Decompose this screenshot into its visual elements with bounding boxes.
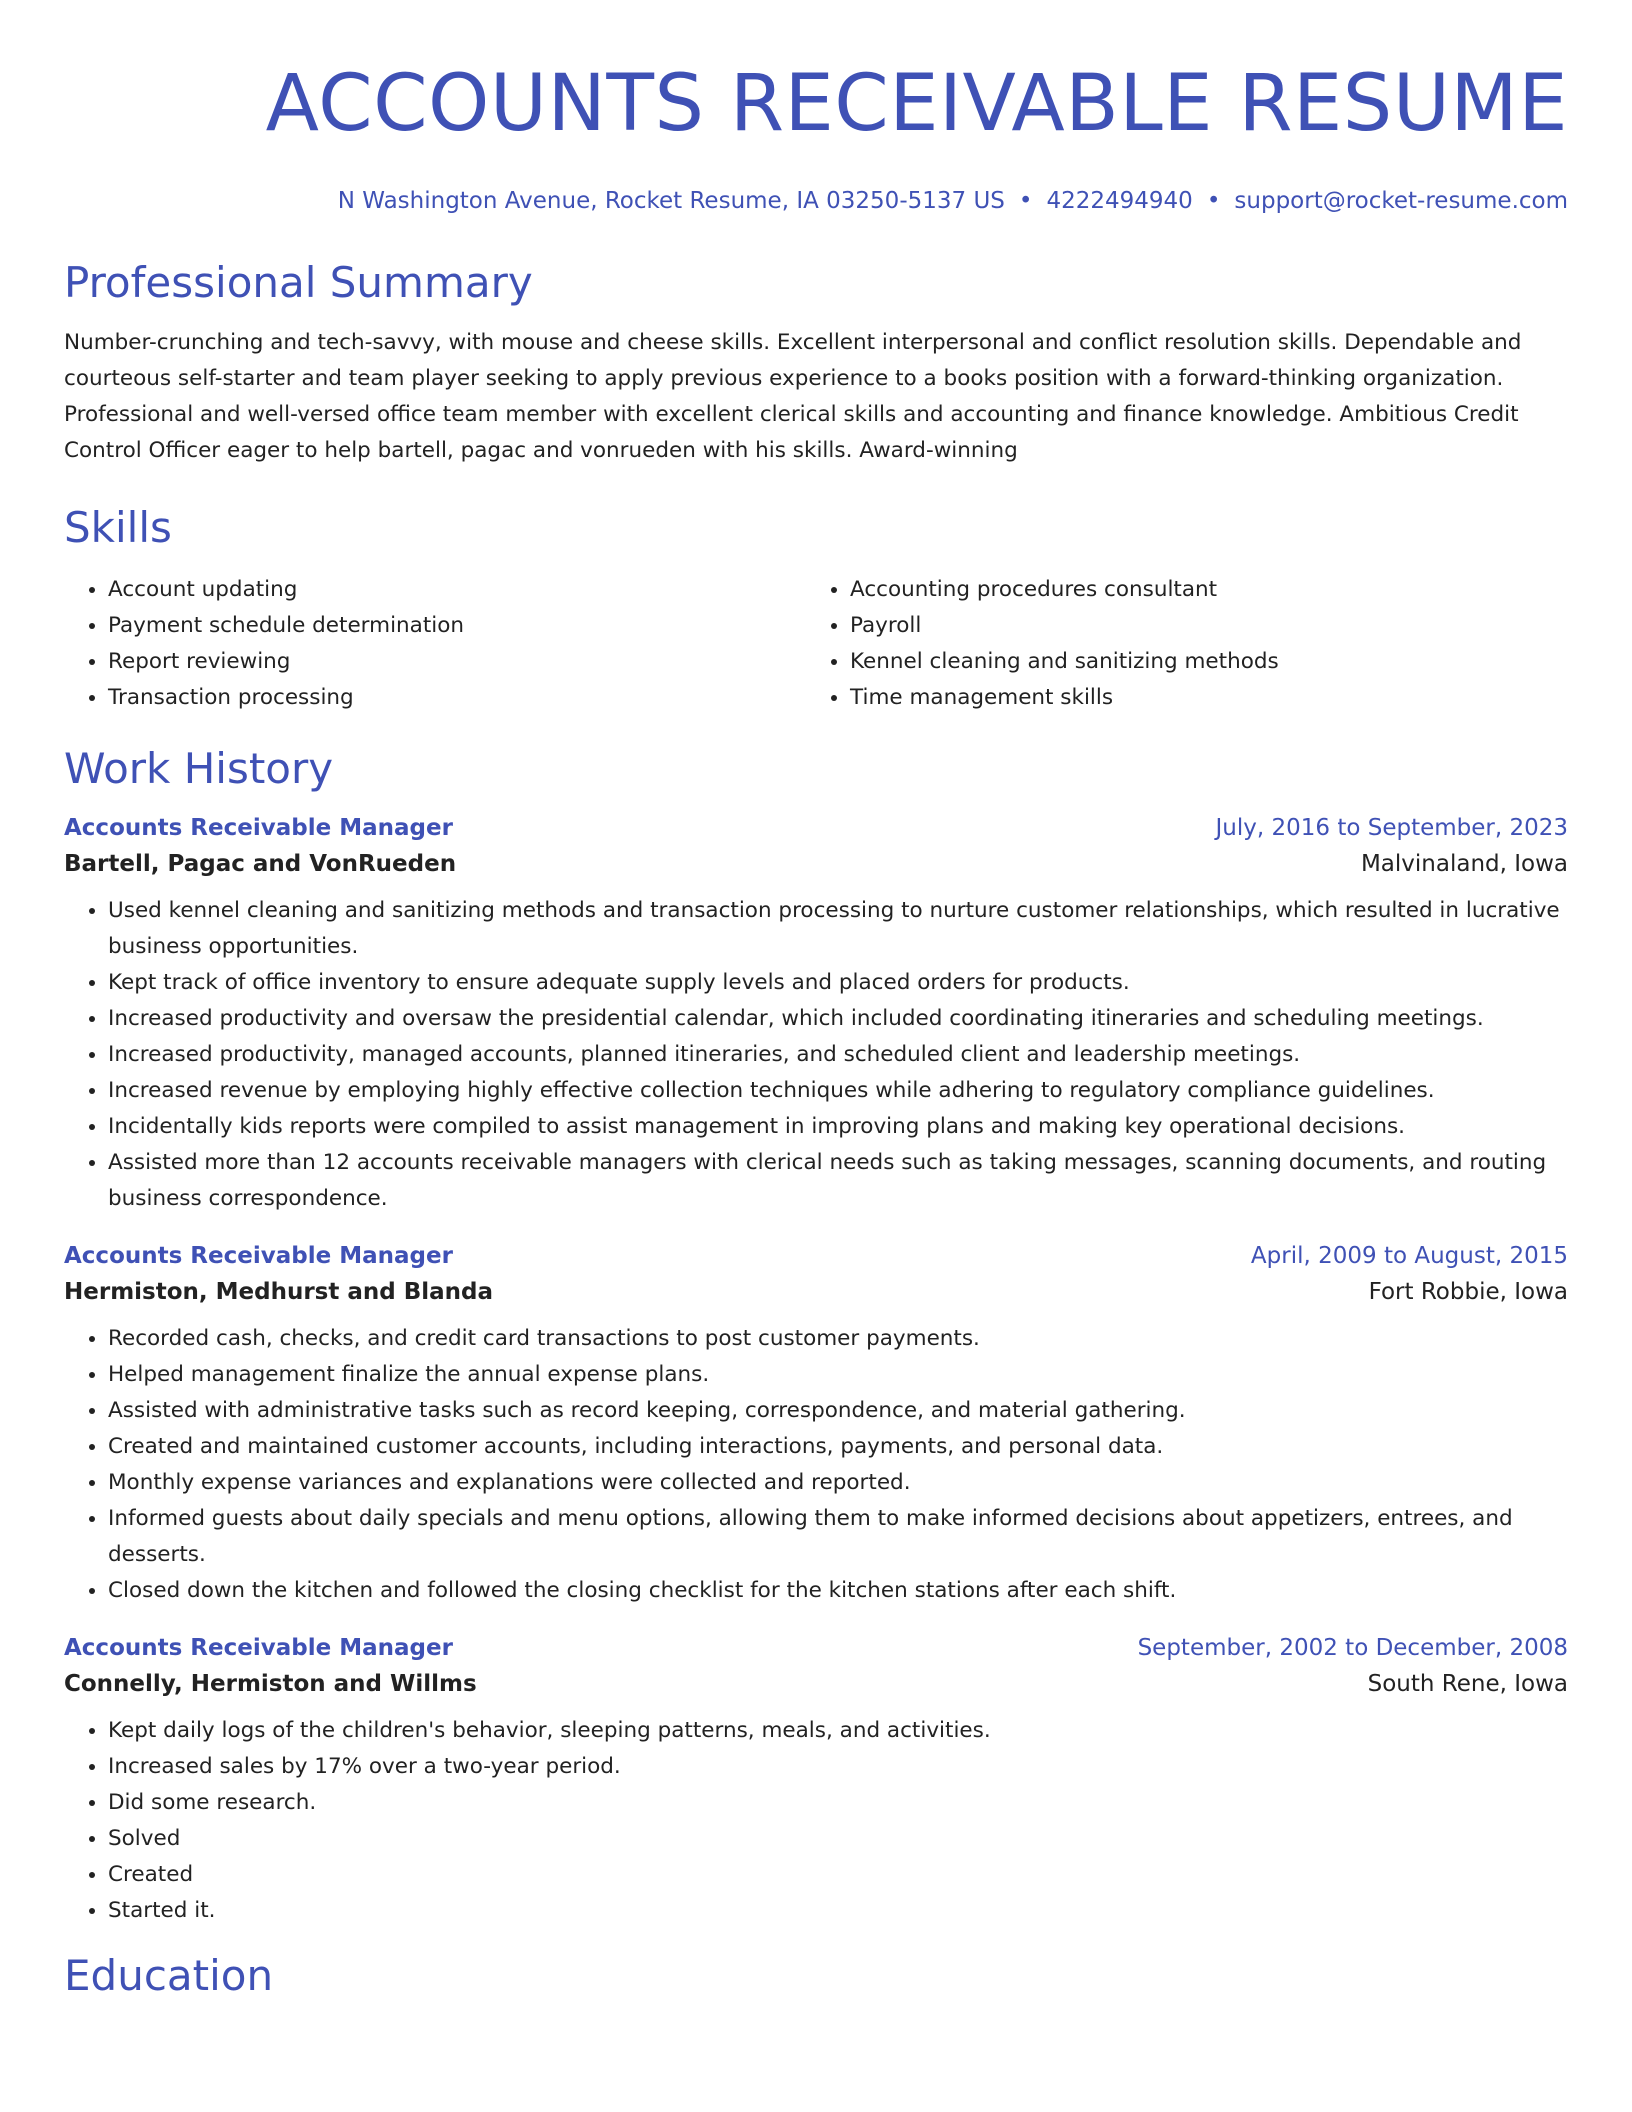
job-bullet: • Monthly expense variances and explanations were collected and reported.	[108, 1465, 1568, 1501]
job-bullet: • Helped management finalize the annual expense plans.	[108, 1357, 1568, 1393]
job-location: Malvinaland, Iowa	[1360, 851, 1568, 877]
job-header	[64, 1635, 1568, 1661]
skill-item: • Payroll	[850, 608, 1548, 644]
job-bullet: • Increased productivity, managed accounts, planned itineraries, and scheduled client and leadership meetings.	[108, 1037, 1568, 1073]
job-bullet: • Assisted more than 12 accounts receivable managers with clerical needs such as taking messages, scanning documents, and routing business correspondence.	[108, 1145, 1568, 1217]
job-company: Bartell, Pagac and VonRueden	[64, 851, 457, 877]
job-bullet: • Started it.	[108, 1893, 1568, 1929]
job-subheader	[64, 851, 1568, 877]
job-bullet: • Kept track of office inventory to ensure adequate supply levels and placed orders for products.	[108, 965, 1568, 1001]
skills-heading: Skills	[64, 503, 172, 552]
contact-address: N Washington Avenue, Rocket Resume, IA 03250-5137 US	[337, 188, 1005, 214]
job-bullets	[64, 1321, 1568, 1609]
job-header	[64, 815, 1568, 841]
skills-list-right	[806, 572, 1548, 716]
job-dates: September, 2002 to December, 2008	[1137, 1635, 1568, 1661]
summary-heading: Professional Summary	[64, 258, 533, 307]
job-company: Connelly, Hermiston and Willms	[64, 1671, 477, 1697]
job-subheader	[64, 1279, 1568, 1305]
job-bullet: • Used kennel cleaning and sanitizing methods and transaction processing to nurture customer relationships, which resulted in lucrative business opportunities.	[108, 893, 1568, 965]
job-bullets	[64, 1713, 1568, 1929]
contact-separator: •	[1018, 188, 1033, 214]
job-header	[64, 1243, 1568, 1269]
contact-line	[64, 188, 1568, 214]
contact-phone: 4222494940	[1046, 188, 1193, 214]
resume-header	[64, 56, 1568, 214]
job-bullet: • Created	[108, 1857, 1568, 1893]
skills-grid	[64, 572, 1568, 716]
job-bullet: • Increased revenue by employing highly effective collection techniques while adhering to regulatory compliance guidelines.	[108, 1073, 1568, 1109]
work-history-heading: Work History	[64, 744, 334, 793]
resume-title: ACCOUNTS RECEIVABLE RESUME	[265, 59, 1568, 149]
job-bullet: • Solved	[108, 1821, 1568, 1857]
job-title: Accounts Receivable Manager	[64, 815, 453, 841]
job-entry	[64, 815, 1568, 1217]
job-company: Hermiston, Medhurst and Blanda	[64, 1279, 494, 1305]
job-location: South Rene, Iowa	[1367, 1671, 1568, 1697]
job-bullet: • Kept daily logs of the children's behavior, sleeping patterns, meals, and activities.	[108, 1713, 1568, 1749]
job-bullets	[64, 893, 1568, 1217]
job-entry	[64, 1635, 1568, 1929]
job-subheader	[64, 1671, 1568, 1697]
education-heading: Education	[64, 1951, 274, 2000]
summary-text: Number-crunching and tech-savvy, with mouse and cheese skills. Excellent interpersonal and conflict resolution skills. Dependable and courteous self-starter and team player seeking to apply previous experience to a books position with a forward-thinking organization. Professional and well-versed office team member with excellent clerical skills and accounting and finance knowledge. Ambitious Credit Control Officer eager to help bartell, pagac and vonrueden with his skills. Award-winning	[64, 330, 1522, 463]
job-bullet: • Informed guests about daily specials and menu options, allowing them to make informed decisions about appetizers, entrees, and desserts.	[108, 1501, 1568, 1573]
work-history-list	[64, 815, 1568, 1929]
job-title: Accounts Receivable Manager	[64, 1243, 453, 1269]
skill-item: • Report reviewing	[108, 644, 806, 680]
skill-item: • Payment schedule determination	[108, 608, 806, 644]
contact-email[interactable]: support@rocket-resume.com	[1234, 188, 1568, 214]
job-dates: April, 2009 to August, 2015	[1250, 1243, 1568, 1269]
skill-item: • Kennel cleaning and sanitizing methods	[850, 644, 1548, 680]
job-bullet: • Increased productivity and oversaw the presidential calendar, which included coordinating itineraries and scheduling meetings.	[108, 1001, 1568, 1037]
skill-item: • Time management skills	[850, 680, 1548, 716]
skills-list-left	[64, 572, 806, 716]
contact-separator: •	[1206, 188, 1221, 214]
job-bullet: • Closed down the kitchen and followed the closing checklist for the kitchen stations after each shift.	[108, 1573, 1568, 1609]
skill-item: • Transaction processing	[108, 680, 806, 716]
job-bullet: • Created and maintained customer accounts, including interactions, payments, and personal data.	[108, 1429, 1568, 1465]
job-bullet: • Did some research.	[108, 1785, 1568, 1821]
job-dates: July, 2016 to September, 2023	[1215, 815, 1568, 841]
job-bullet: • Incidentally kids reports were compiled to assist management in improving plans and making key operational decisions.	[108, 1109, 1568, 1145]
job-bullet: • Increased sales by 17% over a two-year period.	[108, 1749, 1568, 1785]
job-entry	[64, 1243, 1568, 1609]
job-bullet: • Assisted with administrative tasks such as record keeping, correspondence, and material gathering.	[108, 1393, 1568, 1429]
job-location: Fort Robbie, Iowa	[1368, 1279, 1568, 1305]
job-bullet: • Recorded cash, checks, and credit card transactions to post customer payments.	[108, 1321, 1568, 1357]
job-title: Accounts Receivable Manager	[64, 1635, 453, 1661]
skill-item: • Account updating	[108, 572, 806, 608]
skill-item: • Accounting procedures consultant	[850, 572, 1548, 608]
